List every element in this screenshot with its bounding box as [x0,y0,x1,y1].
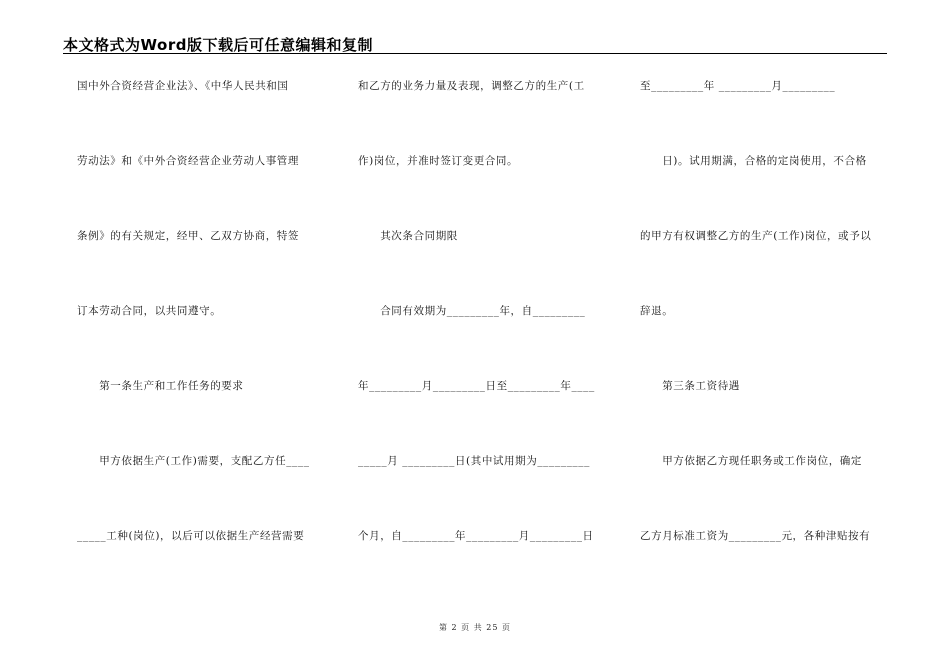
text-line: 辞退。 [640,305,674,317]
text-line: 年_________月_________日至_________年____ [358,380,595,392]
page-number: 第 2 页 共 25 页 [439,623,511,632]
text-line: 个月，自_________年_________月_________日 [358,530,594,542]
text-line: 订本劳动合同，以共同遵守。 [77,305,222,317]
text-line: 条例》的有关规定，经甲、乙双方协商，特签 [77,230,299,242]
text-line: 劳动法》和《中外合资经营企业劳动人事管理 [77,155,299,167]
text-column-3 [640,0,890,672]
text-line: 甲方依据生产(工作)需要，支配乙方任____ [77,455,310,467]
section-heading: 第三条工资待遇 [640,380,740,392]
section-heading: 其次条合同期限 [358,230,458,242]
text-line: 至_________年 _________月_________ [640,80,836,92]
text-line: 国中外合资经营企业法》、《中华人民共和国 [77,80,289,92]
text-column-2 [358,0,608,672]
text-line: 合同有效期为_________年，自_________ [358,305,586,317]
document-header-title: 本文格式为Word版下载后可任意编辑和复制 [63,36,373,54]
text-column-1 [77,0,327,672]
section-heading: 第一条生产和工作任务的要求 [77,380,244,392]
text-line: 的甲方有权调整乙方的生产(工作)岗位，或予以 [640,230,872,242]
text-line: 作)岗位，并准时签订变更合同。 [358,155,519,167]
text-line: 乙方月标准工资为_________元，各种津贴按有 [640,530,871,542]
text-line: 甲方依据乙方现任职务或工作岗位，确定 [640,455,862,467]
text-line: 日)。试用期满，合格的定岗使用，不合格 [640,155,867,167]
text-line: _____工种(岗位)，以后可以依据生产经营需要 [77,530,305,542]
text-line: _____月 _________日(其中试用期为_________ [358,455,590,467]
text-line: 和乙方的业务力量及表现，调整乙方的生产(工 [358,80,585,92]
